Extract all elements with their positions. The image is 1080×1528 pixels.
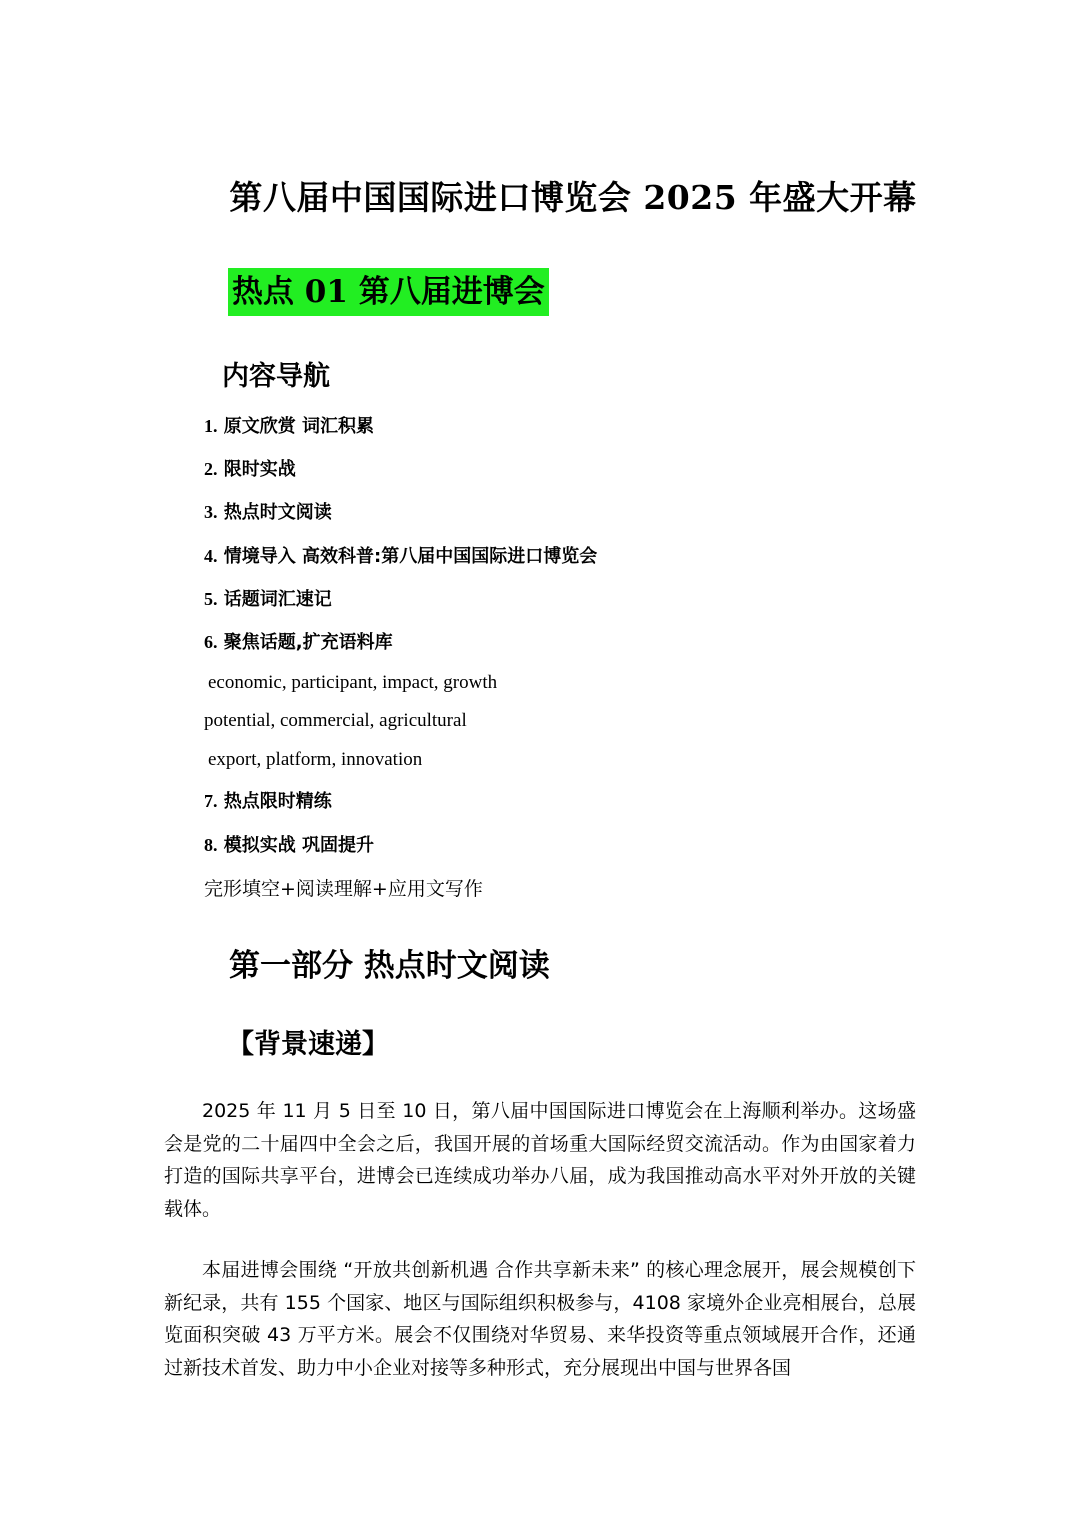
nav-item-label: 热点时文阅读 — [223, 502, 332, 523]
nav-item-2 — [204, 455, 296, 481]
nav-item-number: 8. — [204, 835, 218, 855]
nav-item-4 — [204, 542, 597, 568]
nav-item-number: 4. — [204, 546, 218, 566]
background-paragraph-2: 本届进博会围绕 “开放共创新机遇 合作共享新未来” 的核心理念展开，展会规模创下新纪录，共有 155 个国家、地区与国际组织积极参与，4108 家境外企业亮相展台，总展览面积突破 43 万平方米。展会不仅围绕对华贸易、来华投资等重点领域展开合作，还通过新技术首发、助力中小企业对接等多种形式，充分展现出中国与世界各国 — [164, 1259, 916, 1379]
nav-item-label: 限时实战 — [223, 459, 296, 480]
document-title: 第八届中国国际进口博览会 2025 年盛大开幕 — [229, 178, 917, 217]
nav-item-label: 原文欣赏 词汇积累 — [223, 416, 375, 437]
vocab-line-1: economic, participant, impact, growth — [208, 672, 498, 693]
nav-item-label: 聚焦话题,扩充语料库 — [223, 632, 393, 653]
practice-types: 完形填空+阅读理解+应用文写作 — [204, 878, 483, 900]
nav-item-number: 7. — [204, 791, 218, 811]
nav-item-label: 热点限时精练 — [223, 791, 332, 812]
nav-item-label: 模拟实战 巩固提升 — [223, 835, 375, 856]
nav-item-6 — [204, 628, 393, 654]
vocab-line-3: export, platform, innovation — [208, 749, 423, 770]
nav-item-8 — [204, 831, 374, 857]
nav-item-5 — [204, 585, 332, 611]
content-navigation-heading: 内容导航 — [222, 361, 330, 392]
vocab-line-2: potential, commercial, agricultural — [204, 710, 467, 731]
background-paragraph-1: 2025 年 11 月 5 日至 10 日，第八届中国国际进口博览会在上海顺利举办。这场盛会是党的二十届四中全会之后，我国开展的首场重大国际经贸交流活动。作为由国家着力打造的国际共享平台，进博会已连续成功举办八届，成为我国推动高水平对外开放的关键载体。 — [164, 1100, 916, 1220]
nav-item-number: 3. — [204, 502, 218, 522]
nav-item-number: 2. — [204, 459, 218, 479]
nav-item-label: 情境导入 高效科普:第八届中国国际进口博览会 — [223, 546, 598, 567]
nav-item-7 — [204, 787, 332, 813]
nav-item-label: 话题词汇速记 — [223, 589, 332, 610]
background-heading: 【背景速递】 — [227, 1029, 389, 1060]
hot-topic-title: 热点 01 第八届进博会 — [228, 268, 549, 316]
nav-item-3 — [204, 498, 332, 524]
nav-item-number: 1. — [204, 416, 218, 436]
nav-item-number: 6. — [204, 632, 218, 652]
nav-item-number: 5. — [204, 589, 218, 609]
nav-item-1 — [204, 412, 374, 438]
part-one-heading: 第一部分 热点时文阅读 — [229, 948, 550, 984]
